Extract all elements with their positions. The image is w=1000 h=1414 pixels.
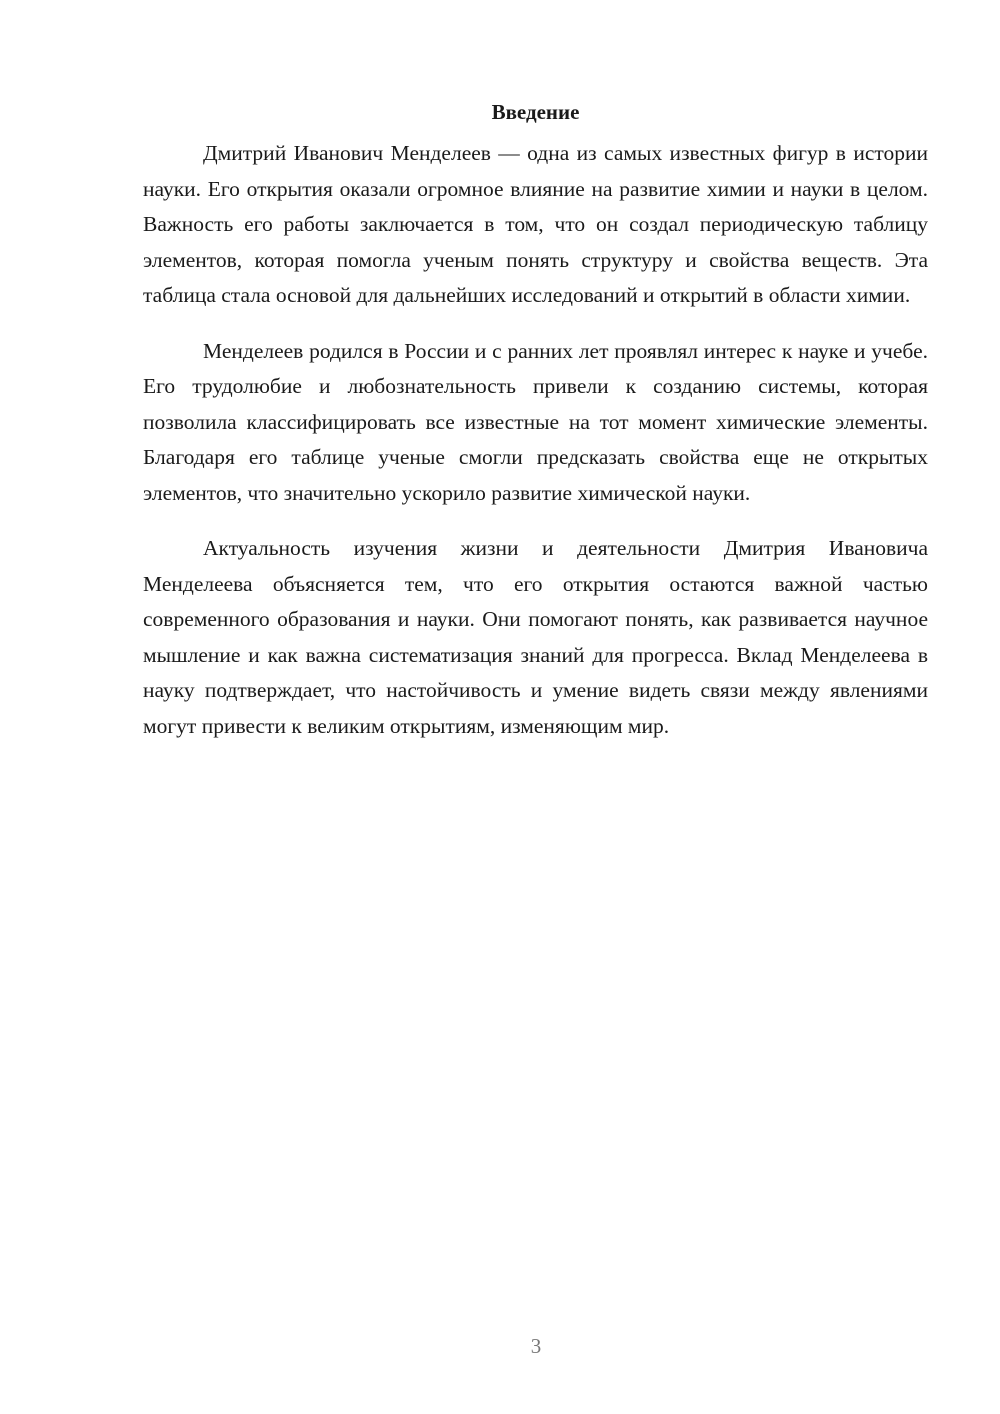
page-content (143, 97, 928, 764)
section-heading: Введение (491, 100, 580, 124)
paragraph-2: Менделеев родился в России и с ранних лет проявлял интерес к науке и учебе. Его трудолюбие и любознательность привели к созданию системы, которая позволила классифицировать все известные на тот момент химические элементы. Благодаря его таблице ученые смогли предсказать свойства еще не открытых элементов, что значительно ускорило развитие химической науки. (143, 338, 928, 505)
paragraph-3: Актуальность изучения жизни и деятельности Дмитрия Ивановича Менделеева объясняется тем, что его открытия остаются важной частью современного образования и науки. Они помогают понять, как развивается научное мышление и как важна систематизация знаний для прогресса. Вклад Менделеева в науку подтверждает, что настойчивость и умение видеть связи между явлениями могут привести к великим открытиям, изменяющим мир. (143, 536, 928, 738)
paragraph-1: Дмитрий Иванович Менделеев — одна из самых известных фигур в истории науки. Его открытия оказали огромное влияние на развитие химии и науки в целом. Важность его работы заключается в том, что он создал периодическую таблицу элементов, которая помогла ученым понять структуру и свойства веществ. Эта таблица стала основой для дальнейших исследований и открытий в области химии. (143, 141, 928, 307)
page-number: 3 (530, 1334, 542, 1358)
